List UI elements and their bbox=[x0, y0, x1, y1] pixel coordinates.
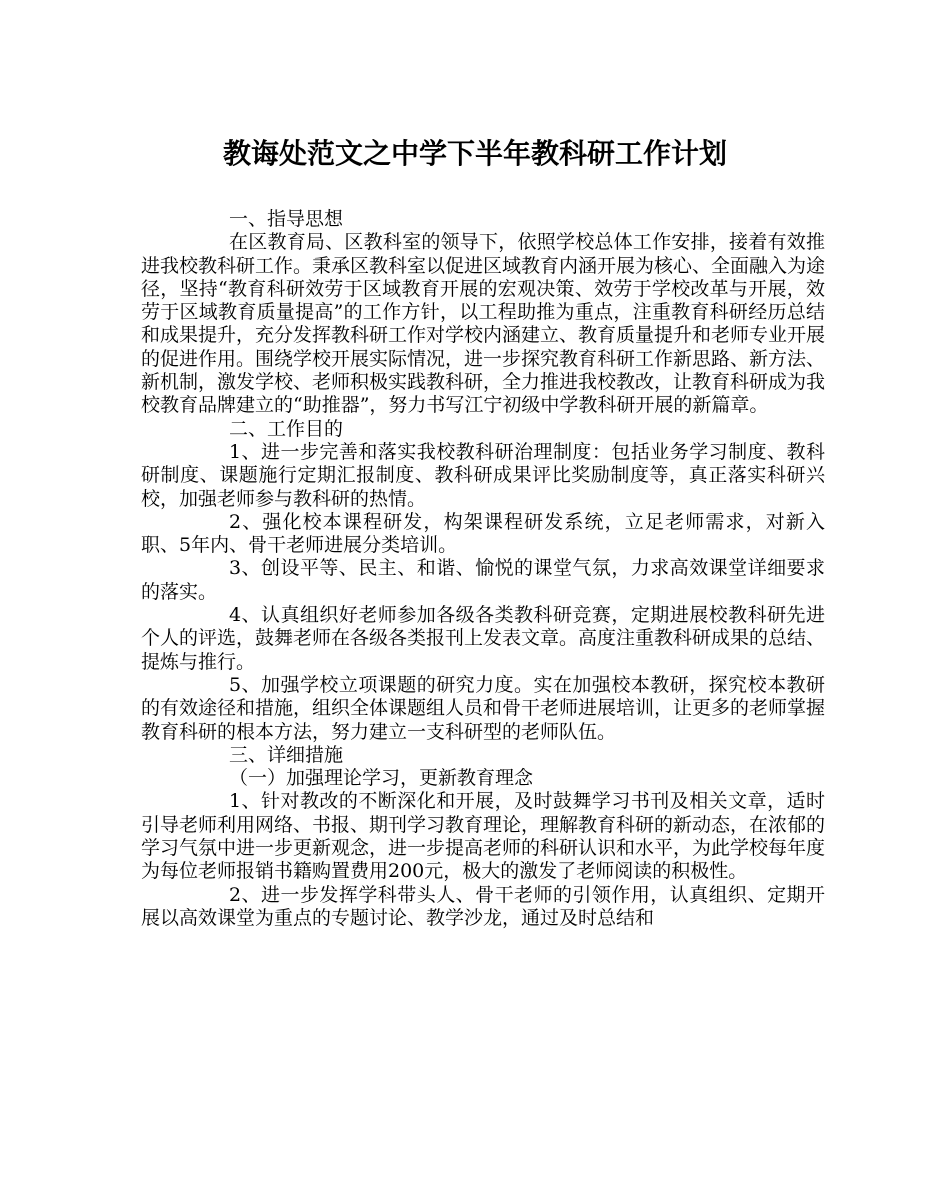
paragraph-guiding-ideology: 在区教育局、区教科室的领导下，依照学校总体工作安排，接着有效推进我校教科研工作。秉承区教科室以促进区域教育内涵开展为核心、全面融入为途径，坚持“教育科研效劳于区域教育开展的宏观决策、效劳于学校改革与开展，效劳于区域教育质量提高”的工作方针，以工程助推为重点，注重教育科研经历总结和成果提升，充分发挥教科研工作对学校内涵建立、教育质量提升和老师专业开展的促进作用。围绕学校开展实际情况，进一步探究教育科研工作新思路、新方法、新机制，激发学校、老师积极实践教科研，全力推进我校教改，让教育科研成为我校教育品牌建立的“助推器”，努力书写江宁初级中学教科研开展的新篇章。 bbox=[141, 231, 826, 417]
heading-detailed-measures: 三、详细措施 bbox=[229, 743, 344, 766]
document-body bbox=[141, 208, 825, 930]
measure-item-2: 2、进一步发挥学科带头人、骨干老师的引领作用，认真组织、定期开展以高效课堂为重点的专题讨论、教学沙龙，通过及时总结和 bbox=[141, 883, 825, 929]
subheading-theory-study: （一）加强理论学习，更新教育理念 bbox=[229, 767, 534, 790]
measure-item-1: 1、针对教改的不断深化和开展，及时鼓舞学习书刊及相关文章，适时引导老师利用网络、书报、期刊学习教育理论，理解教育科研的新动态，在浓郁的学习气氛中进一步更新观念，进一步提高老师的科研认识和水平，为此学校每年度为每位老师报销书籍购置费用200元，极大的激发了老师阅读的积极性。 bbox=[141, 790, 826, 883]
goal-item-2: 2、强化校本课程研发，构架课程研发系统，立足老师需求，对新入职、5年内、骨干老师进展分类培训。 bbox=[141, 510, 825, 557]
goal-item-1: 1、进一步完善和落实我校教科研治理制度：包括业务学习制度、教科研制度、课题施行定期汇报制度、教科研成果评比奖励制度等，真正落实科研兴校，加强老师参与教科研的热情。 bbox=[141, 440, 825, 510]
document-title: 教诲处范文之中学下半年教科研工作计划 bbox=[222, 137, 727, 170]
goal-item-4: 4、认真组织好老师参加各级各类教科研竞赛，定期进展校教科研先进个人的评选，鼓舞老师在各级各类报刊上发表文章。高度注重教科研成果的总结、提炼与推行。 bbox=[141, 604, 826, 673]
goal-item-3: 3、创设平等、民主、和谐、愉悦的课堂气氛，力求高效课堂详细要求的落实。 bbox=[141, 557, 825, 603]
heading-work-goals: 二、工作目的 bbox=[229, 417, 344, 440]
heading-guiding-ideology: 一、指导思想 bbox=[229, 208, 344, 230]
goal-item-5: 5、加强学校立项课题的研究力度。实在加强校本教研，探究校本教研的有效途径和措施，组织全体课题组人员和骨干老师进展培训，让更多的老师掌握教育科研的根本方法，努力建立一支科研型的老师队伍。 bbox=[141, 673, 826, 743]
